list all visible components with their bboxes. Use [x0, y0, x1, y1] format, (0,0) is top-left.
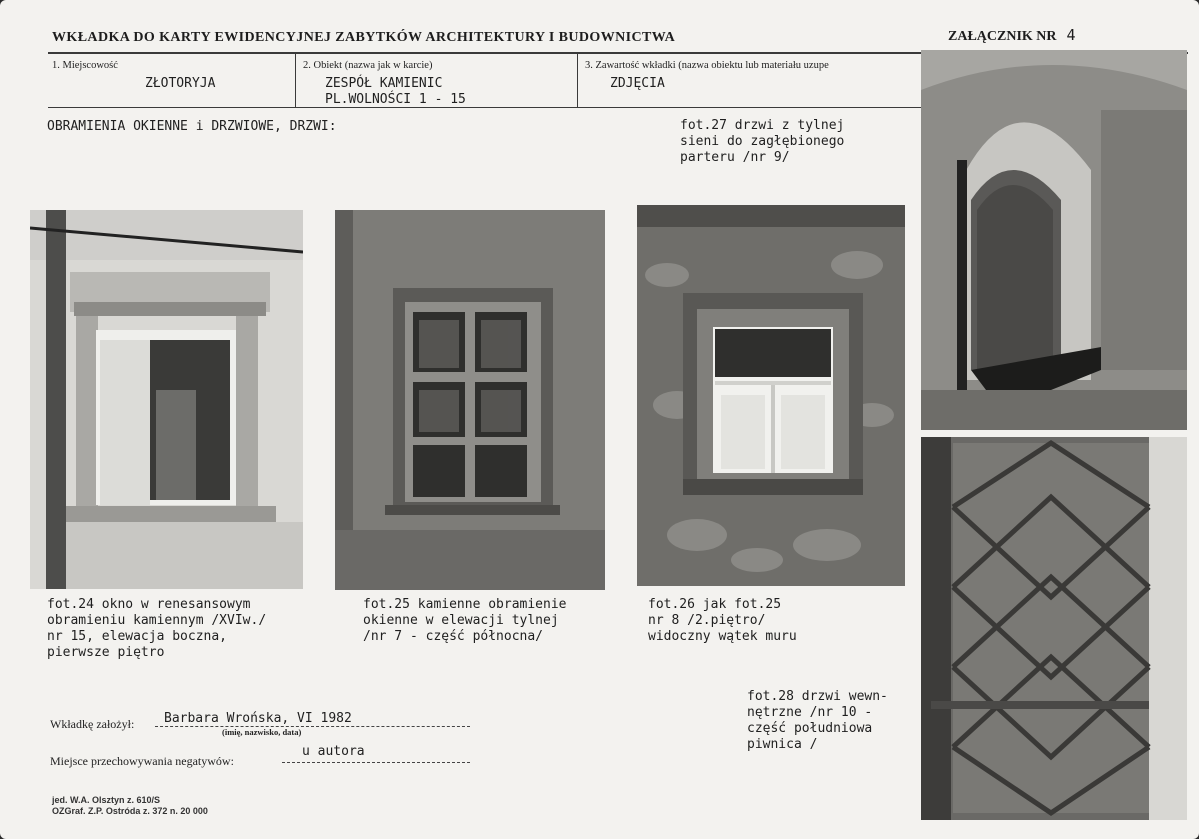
section-heading: OBRAMIENIA OKIENNE i DRZWIOWE, DRZWI: [47, 119, 337, 134]
contents-label: 3. Zawartość wkładki (nazwa obiektu lub materiału uzupe [585, 60, 829, 71]
storage-line [282, 762, 470, 763]
photo-fot24-renaissance-window [30, 210, 303, 589]
field-divider-1 [295, 54, 296, 108]
object-label: 2. Obiekt (nazwa jak w karcie) [303, 60, 433, 71]
attachment-label [948, 26, 1076, 45]
print-info-line1: jed. W.A. Olsztyn z. 610/S [52, 795, 161, 805]
field-divider-2 [577, 54, 578, 108]
author-value: Barbara Wrońska, VI 1982 [164, 711, 352, 726]
caption-fot24: fot.24 okno w renesansowym obramieniu kamiennym /XVIw./ nr 15, elewacja boczna, pierwsze piętro [47, 597, 267, 660]
photo-fot26-masonry-window [637, 205, 905, 586]
author-line [155, 726, 470, 727]
photo-fot27-arched-door [921, 50, 1187, 430]
locality-value: ZŁOTORYJA [145, 76, 216, 91]
field-rule [48, 107, 923, 108]
caption-fot25: fot.25 kamienne obramienie okienne w elewacji tylnej /nr 7 - część północna/ [363, 597, 567, 644]
author-label: Wkładkę założył: [50, 717, 135, 731]
photo-fot28-lattice-door [921, 437, 1187, 820]
photo-fot25-stone-window [335, 210, 605, 590]
card-title: WKŁADKA DO KARTY EWIDENCYJNEJ ZABYTKÓW ARCHITEKTURY I BUDOWNICTWA [52, 30, 676, 45]
caption-fot26: fot.26 jak fot.25 nr 8 /2.piętro/ widoczny wątek muru [648, 597, 797, 644]
object-value-line2: PL.WOLNOŚCI 1 - 15 [325, 92, 466, 107]
locality-label: 1. Miejscowość [52, 60, 118, 71]
caption-fot27: fot.27 drzwi z tylnej sieni do zagłębionego parteru /nr 9/ [680, 118, 845, 165]
contents-value: ZDJĘCIA [610, 76, 665, 91]
print-info-line2: OZGraf. Z.P. Ostróda z. 372 n. 20 000 [52, 806, 208, 816]
author-hint: (imię, nazwisko, data) [222, 727, 302, 737]
storage-label: Miejsce przechowywania negatywów: [50, 754, 234, 768]
storage-value: u autora [302, 744, 365, 759]
object-value-line1: ZESPÓŁ KAMIENIC [325, 76, 443, 91]
caption-fot28: fot.28 drzwi wewn- nętrzne /nr 10 - część południowa piwnica / [747, 689, 888, 752]
attachment-number: 4 [1066, 26, 1076, 44]
attachment-label-text: ZAŁĄCZNIK NR [948, 29, 1057, 44]
